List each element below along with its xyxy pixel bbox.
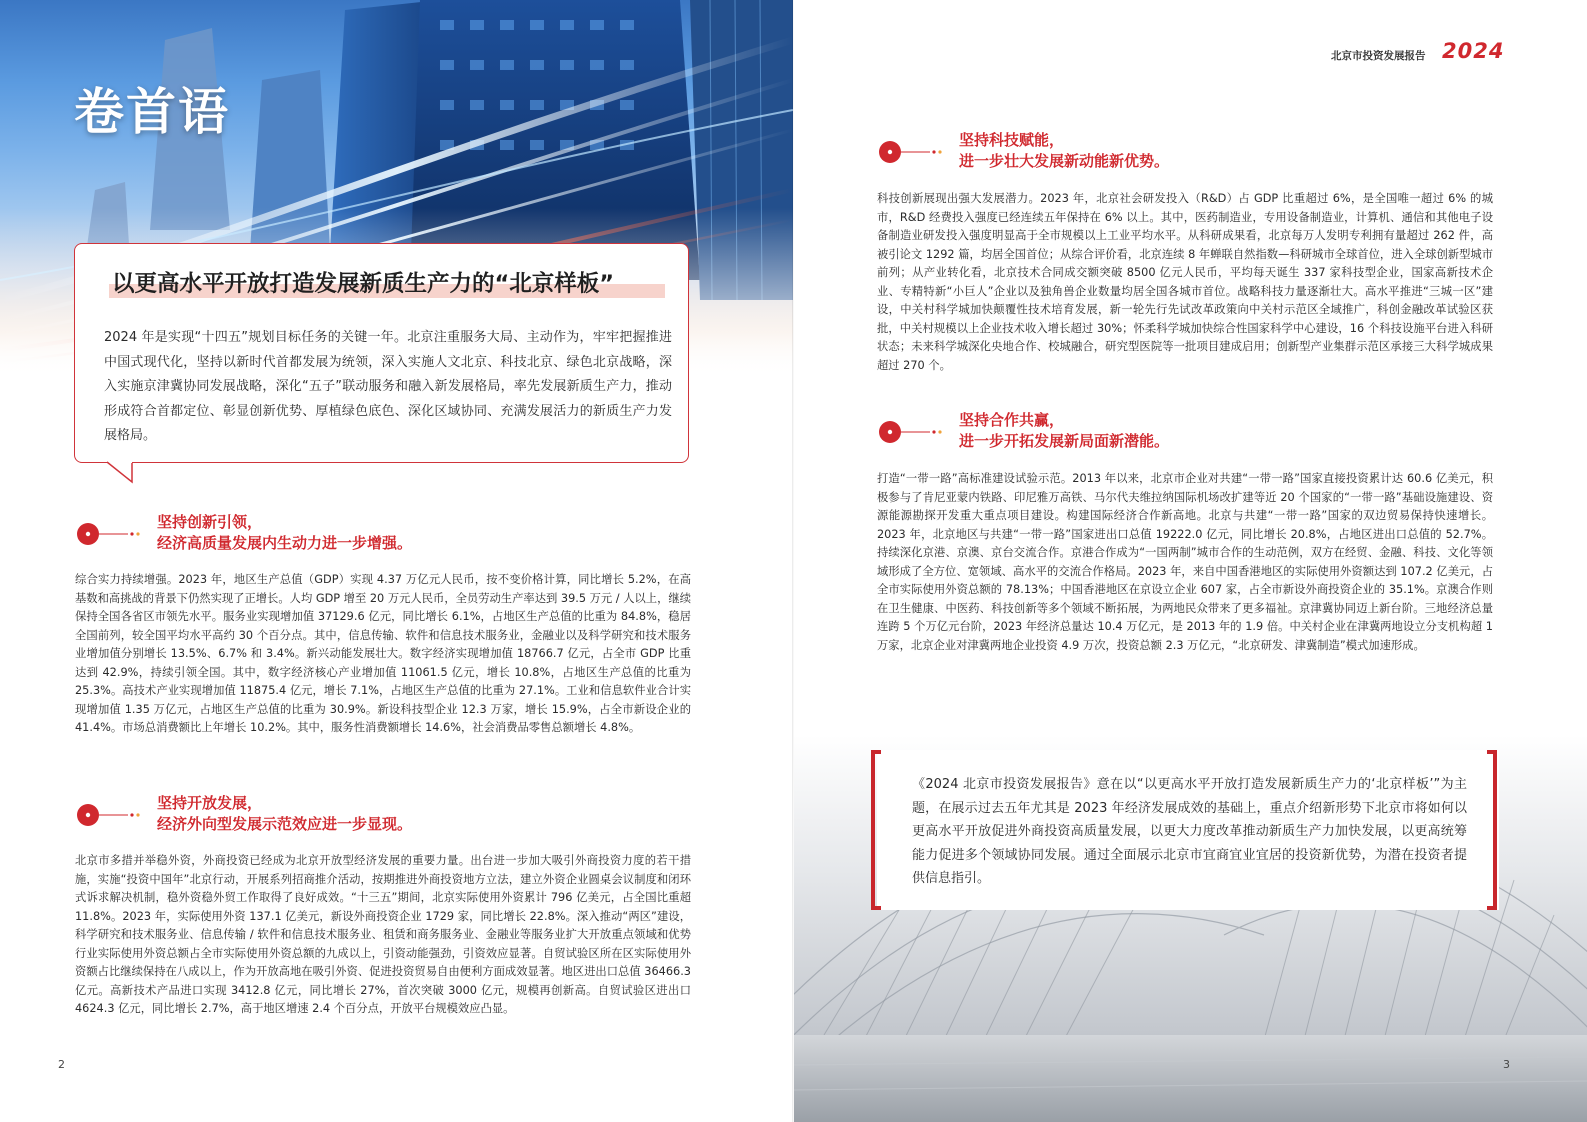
section-title xyxy=(157,793,412,835)
section-technology-heading xyxy=(876,130,1376,174)
section-title-line-1: 坚持开放发展， xyxy=(157,794,263,812)
report-header-title: 北京市投资发展报告 xyxy=(1331,50,1426,62)
intro-title: 以更高水平开放打造发展新质生产力的“北京样板” xyxy=(112,271,615,297)
section-title-line-1: 坚持创新引领， xyxy=(157,513,263,531)
page-title: 卷首语 xyxy=(74,83,230,141)
speech-tail xyxy=(106,461,136,485)
section-title-line-1: 坚持合作共赢， xyxy=(959,411,1065,429)
section-openness-heading xyxy=(74,793,574,837)
section-title-line-1: 坚持科技赋能， xyxy=(959,131,1065,149)
section-technology-body: 科技创新展现出强大发展潜力。2023 年，北京社会研发投入（R&D）占 GDP 比重超过 6%，是全国唯一超过 6% 的城市，R&D 经费投入强度已经连续五年保持在 6% 以上。其中，医药制造业，专用设备制造业，计算机、通信和其他电子设备制造业研发投入强度明显高于全市规模以上工业平均水平。从科研成果看，北京每万人发明专利拥有量超过 262 件，高被引论文 1292 篇，均居全国首位；从综合评价看，北京连续 8 年蝉联自然指数—科研城市全球首位，进入全球创新型城市前列；从产业转化看，北京技术合同成交额突破 8500 亿元人民币，平均每天诞生 337 家科技型企业，国家高新技术企业、专精特新“小巨人”企业以及独角兽企业数量均居全国各城市首位。战略科技力量逐渐壮大。高水平推进“三城一区”建设，中关村科学城加快颠覆性技术培育发展，新一轮先行先试改革政策向中关村示范区全域推广，科创金融改革试验区获批，中关村规模以上企业技术收入增长超过 30%；怀柔科学城加快综合性国家科学中心建设，16 个科技设施平台进入科研状态；未来科学城深化央地合作、校城融合，研究型医院等一批项目建成启用；创新型产业集群示范区承接三大科学城成果超过 270 个。 xyxy=(877,192,1493,372)
section-title-line-2: 进一步开拓发展新局面新潜能。 xyxy=(959,432,1170,450)
page-number: 3 xyxy=(1503,1058,1510,1071)
section-bullet-icon xyxy=(74,801,154,829)
section-bullet-icon xyxy=(876,418,956,446)
quote-bracket-left xyxy=(871,750,881,910)
foreword-quote-text: 《2024 北京市投资发展报告》意在以“以更高水平开放打造发展新质生产力的‘北京样板’”为主题，在展示过去五年尤其是 2023 年经济发展成效的基础上，重点介绍新形势下北京市将如何以更高水平开放促进外商投资高质量发展，以更大力度改革推动新质生产力加快发展，以更高统筹能力促进多个领域协同发展。通过全面展示北京市宜商宜业宜居的投资新优势，为潜在投资者提供信息指引。 xyxy=(912,777,1467,886)
section-innovation-heading xyxy=(74,512,574,556)
quote-bracket-right xyxy=(1487,750,1497,910)
section-openness-body: 北京市多措并举稳外资，外商投资已经成为北京开放型经济发展的重要力量。出台进一步加大吸引外商投资力度的若干措施，实施“投资中国年”北京行动，开展系列招商推介活动，按期推进外商投资地方立法，建立外资企业圆桌会议制度和闭环式诉求解决机制，稳外资稳外贸工作取得了良好成效。“十三五”期间，北京实际使用外资累计 796 亿美元，占全国比重超 11.8%。2023 年，实际使用外资 137.1 亿美元，新设外商投资企业 1729 家，同比增长 22.8%。深入推动“两区”建设，科学研究和技术服务业、信息传输 / 软件和信息技术服务业、租赁和商务服务业、金融业等服务业扩大开放重点领域和优势行业实际使用外资总额占全市实际使用外资总额的九成以上，引资动能强劲，引资效应显著。自贸试验区所在区实际使用外资额占比继续保持在八成以上，作为开放高地在吸引外资、促进投资贸易自由便利方面成效显著。地区进出口总值 36466.3 亿元。高新技术产品进口实现 3412.8 亿元，同比增长 27%，首次突破 3000 亿元，规模再创新高。自贸试验区进出口 4624.3 亿元，同比增长 2.7%，高于地区增速 2.4 个百分点，开放平台规模效应凸显。 xyxy=(75,854,691,1015)
intro-card xyxy=(74,243,689,463)
page-number: 2 xyxy=(58,1058,65,1071)
section-title-line-2: 进一步壮大发展新动能新优势。 xyxy=(959,152,1170,170)
right-page xyxy=(794,0,1587,1122)
section-title xyxy=(959,130,1169,172)
section-title xyxy=(157,512,412,554)
left-page xyxy=(0,0,793,1122)
section-cooperation-body: 打造“一带一路”高标准建设试验示范。2013 年以来，北京市企业对共建“一带一路”国家直接投资累计达 60.6 亿美元，积极参与了肯尼亚蒙内铁路、印尼雅万高铁、马尔代夫维拉纳国际机场改扩建等近 20 个国家的“一带一路”基础设施建设、资源能源勘探开发重大重点项目建设。构建国际经济合作新高地。北京与共建“一带一路”国家的双边贸易保持快速增长。2023 年，北京地区与共建“一带一路”国家进出口总值 19222.0 亿元，同比增长 20.8%，占地区进出口总值的 52.7%。持续深化京港、京澳、京台交流合作。京港合作成为“一国两制”城市合作的生动范例，双方在经贸、金融、科技、文化等领域形成了全方位、宽领域、高水平的交流合作格局。2023 年，来自中国香港地区的实际使用外资额达到 107.2 亿美元，占全市实际使用外资总额的 78.13%；中国香港地区在京设立企业 607 家，占全市新设外商投资企业的 35.1%。京澳合作则在卫生健康、中医药、科技创新等多个领域不断拓展，为两地民众带来了更多福祉。京津冀协同迈上新台阶。三地经济总量连跨 5 个万亿元台阶，2023 年经济总量达 10.4 万亿元，是 2013 年的 1.9 倍。中关村企业在津冀两地设立分支机构超 1 万家，北京企业对津冀两地企业投资 4.9 万次，投资总额 2.3 万亿元，“北京研发、津冀制造”模式加速形成。 xyxy=(877,472,1493,652)
section-bullet-icon xyxy=(876,138,956,166)
section-innovation-body: 综合实力持续增强。2023 年，地区生产总值（GDP）实现 4.37 万亿元人民币，按不变价格计算，同比增长 5.2%，在高基数和高挑战的背景下仍然实现了正增长。人均 GDP 增至 20 万元人民币，全员劳动生产率达到 39.5 万元 / 人以上，继续保持全国各省区市领先水平。服务业实现增加值 37129.6 亿元，同比增长 6.1%，占地区生产总值的比重为 84.8%，稳居全国前列，较全国平均水平高约 30 个百分点。其中，信息传输、软件和信息技术服务业，金融业以及科学研究和技术服务业增加值分别增长 13.5%、6.7% 和 3.4%。新兴动能发展壮大。数字经济实现增加值 18766.7 亿元，占全市 GDP 比重达到 42.9%，持续引领全国。其中，数字经济核心产业增加值 11061.5 亿元，增长 10.8%，占地区生产总值的比重为 25.3%。高技术产业实现增加值 11875.4 亿元，增长 7.1%，占地区生产总值的比重为 27.1%。工业和信息软件业合计实现增加值 1.35 万亿元，占地区生产总值的比重为 30.9%。新设科技型企业 12.3 万家，增长 15.9%，占全市新设企业的 41.4%。市场总消费额比上年增长 10.2%。其中，服务性消费额增长 14.6%，社会消费品零售总额增长 4.8%。 xyxy=(75,573,691,734)
section-title-line-2: 经济外向型发展示范效应进一步显现。 xyxy=(157,815,413,833)
section-title xyxy=(959,410,1169,452)
report-header-year: 2024 xyxy=(1442,39,1505,63)
section-cooperation-heading xyxy=(876,410,1376,454)
section-title-line-2: 经济高质量发展内生动力进一步增强。 xyxy=(157,534,413,552)
section-bullet-icon xyxy=(74,520,154,548)
intro-body: 2024 年是实现“十四五”规划目标任务的关键一年。北京注重服务大局、主动作为，牢牢把握推进中国式现代化，坚持以新时代首都发展为统领，深入实施人文北京、科技北京、绿色北京战略，深入实施京津冀协同发展战略，深化“五子”联动服务和融入新发展格局，率先发展新质生产力，推动形成符合首都定位、彰显创新优势、厚植绿色底色、深化区域协同、充满发展活力的新质生产力发展格局。 xyxy=(104,330,672,443)
